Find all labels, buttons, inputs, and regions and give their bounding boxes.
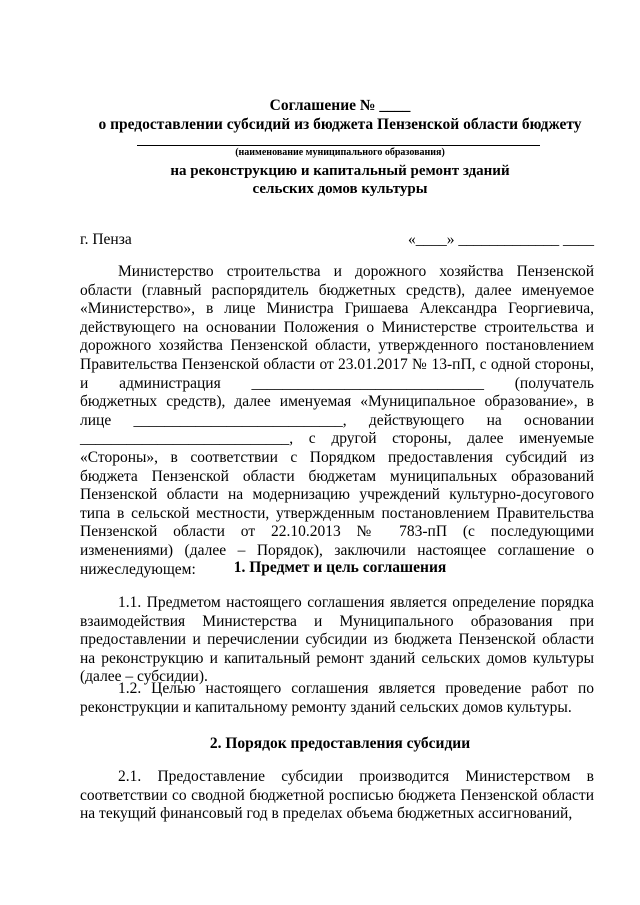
section-1-heading: 1. Предмет и цель соглашения — [233, 559, 447, 576]
section-1-paragraph-2: 1.2. Целью настоящего соглашения является проведение работ по реконструкции и капитальному ремонту зданий сельских домов культуры. — [80, 680, 594, 716]
municipality-name-caption: (наименование муниципального образования) — [235, 147, 445, 158]
preamble-paragraph: Министерство строительства и дорожного хозяйства Пензенской области (главный распорядитель бюджетных средств), далее именуемое «Министерство», в лице Министра Гришаева Александра Георгиевича, действующего на основании Положения о Министерстве строительства и дорожного хозяйства Пензенской области, утвержденного постановлением Правительства Пензенской области от 23.01.2017 № 13-пП, с одной стороны, и администрация ______________________________ (получатель бюджетных средств), далее именуемая «Муниципальное образование», в лице ___________________________, действующего на основании ___________________________, с другой стороны, далее именуемые «Стороны», в соответствии с Порядком предоставления субсидий из бюджета Пензенской области бюджетам муниципальных образований Пензенской области на модернизацию учреждений культурно-досугового типа в сельской местности, утвержденным постановлением Правительства Пензенской области от 22.10.2013 № 783-пП (с последующими изменениями) (далее – Порядок), заключили настоящее соглашение о нижеследующем: — [80, 263, 594, 578]
section-2-paragraph-1: 2.1. Предоставление субсидии производится Министерством в соответствии со сводной бюджетной росписью бюджета Пензенской области на текущий финансовый год в пределах объема бюджетных ассигнований, — [80, 768, 594, 823]
agreement-purpose-line1: на реконструкцию и капитальный ремонт зданий — [170, 163, 510, 179]
section-1-paragraph-1: 1.1. Предметом настоящего соглашения является определение порядка взаимодействия Министерства и Муниципального образования при предоставлении и перечислении субсидии из бюджета Пензенской области на реконструкцию и капитальный ремонт зданий сельских домов культуры (далее – субсидии). — [80, 594, 594, 686]
city-label: г. Пенза — [80, 231, 132, 248]
section-2-heading: 2. Порядок предоставления субсидии — [209, 735, 471, 752]
date-placeholder: «____» _____________ ____ — [408, 231, 594, 248]
municipality-name-line — [137, 145, 540, 146]
agreement-title: Соглашение № ____ — [269, 97, 411, 114]
agreement-subtitle: о предоставлении субсидий из бюджета Пензенской области бюджету — [98, 116, 582, 133]
agreement-purpose-line2: сельских домов культуры — [252, 181, 428, 197]
